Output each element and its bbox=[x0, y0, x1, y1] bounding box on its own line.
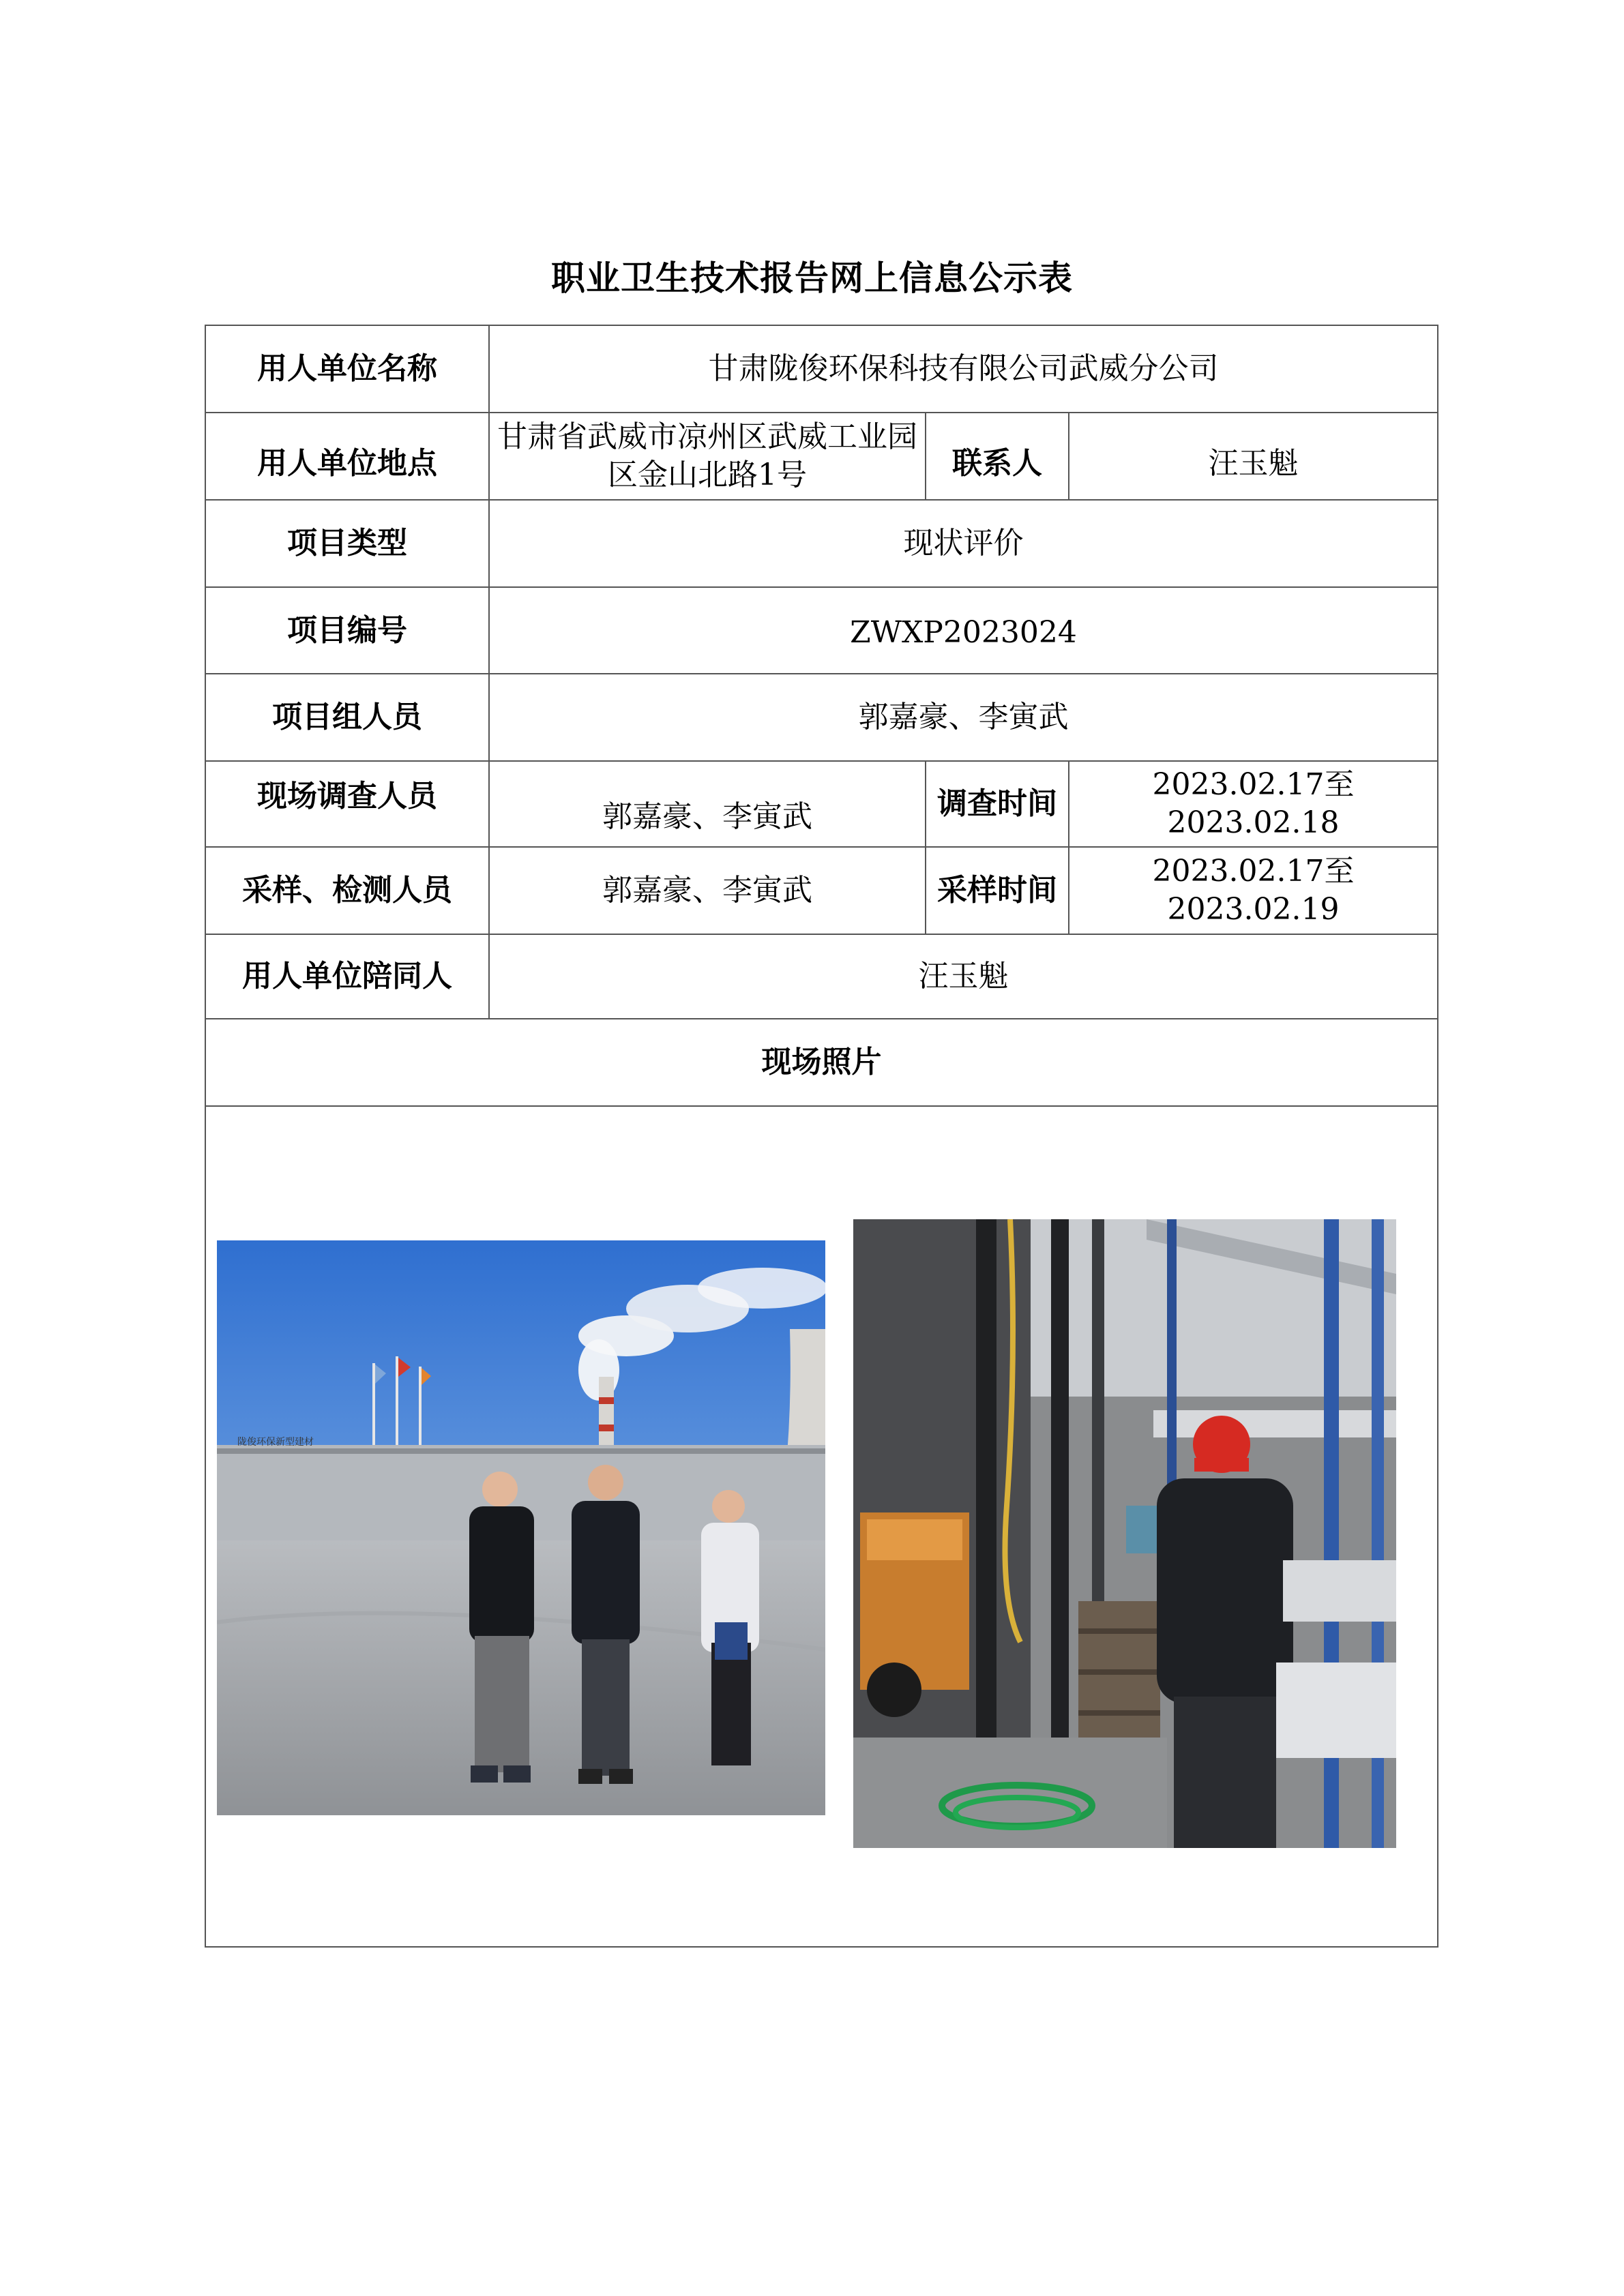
row-photos-heading bbox=[205, 1019, 1438, 1106]
svg-text:陇俊环保新型建材: 陇俊环保新型建材 bbox=[237, 1437, 314, 1448]
project-team-value: 郭嘉豪、李寅武 bbox=[489, 674, 1438, 761]
accompany-value: 汪玉魁 bbox=[489, 934, 1438, 1019]
employer-name-label: 用人单位名称 bbox=[205, 325, 489, 413]
contact-value: 汪玉魁 bbox=[1069, 413, 1438, 500]
survey-time-label: 调查时间 bbox=[926, 761, 1069, 847]
contact-label: 联系人 bbox=[926, 413, 1069, 500]
sampling-time-value: 2023.02.17至2023.02.19 bbox=[1069, 847, 1438, 934]
employer-name-value: 甘肃陇俊环保科技有限公司武威分公司 bbox=[489, 325, 1438, 413]
row-sampling bbox=[205, 847, 1438, 934]
photos-area bbox=[206, 1107, 1437, 1946]
employer-address-label: 用人单位地点 bbox=[205, 413, 489, 500]
row-project-type bbox=[205, 500, 1438, 587]
survey-staff-value: 郭嘉豪、李寅武 bbox=[489, 761, 926, 847]
row-survey bbox=[205, 761, 1438, 847]
employer-address-value: 甘肃省武威市凉州区武威工业园区金山北路1号 bbox=[489, 413, 926, 500]
info-table bbox=[205, 325, 1438, 1948]
photos-heading: 现场照片 bbox=[205, 1019, 1438, 1106]
row-accompany bbox=[205, 934, 1438, 1019]
survey-time-value: 2023.02.17至2023.02.18 bbox=[1069, 761, 1438, 847]
row-photos bbox=[205, 1106, 1438, 1947]
survey-staff-label: 现场调查人员 bbox=[205, 761, 489, 847]
project-team-label: 项目组人员 bbox=[205, 674, 489, 761]
site-photo-outdoor bbox=[217, 1240, 825, 1815]
project-number-value: ZWXP2023024 bbox=[489, 587, 1438, 674]
site-photo-workshop bbox=[853, 1219, 1396, 1848]
sampling-staff-label: 采样、检测人员 bbox=[205, 847, 489, 934]
project-type-label: 项目类型 bbox=[205, 500, 489, 587]
row-employer-address bbox=[205, 413, 1438, 500]
sampling-time-label: 采样时间 bbox=[926, 847, 1069, 934]
sampling-staff-value: 郭嘉豪、李寅武 bbox=[489, 847, 926, 934]
accompany-label: 用人单位陪同人 bbox=[205, 934, 489, 1019]
row-employer-name bbox=[205, 325, 1438, 413]
page-title: 职业卫生技术报告网上信息公示表 bbox=[551, 258, 1073, 298]
project-type-value: 现状评价 bbox=[489, 500, 1438, 587]
row-project-number bbox=[205, 587, 1438, 674]
row-project-team bbox=[205, 674, 1438, 761]
project-number-label: 项目编号 bbox=[205, 587, 489, 674]
